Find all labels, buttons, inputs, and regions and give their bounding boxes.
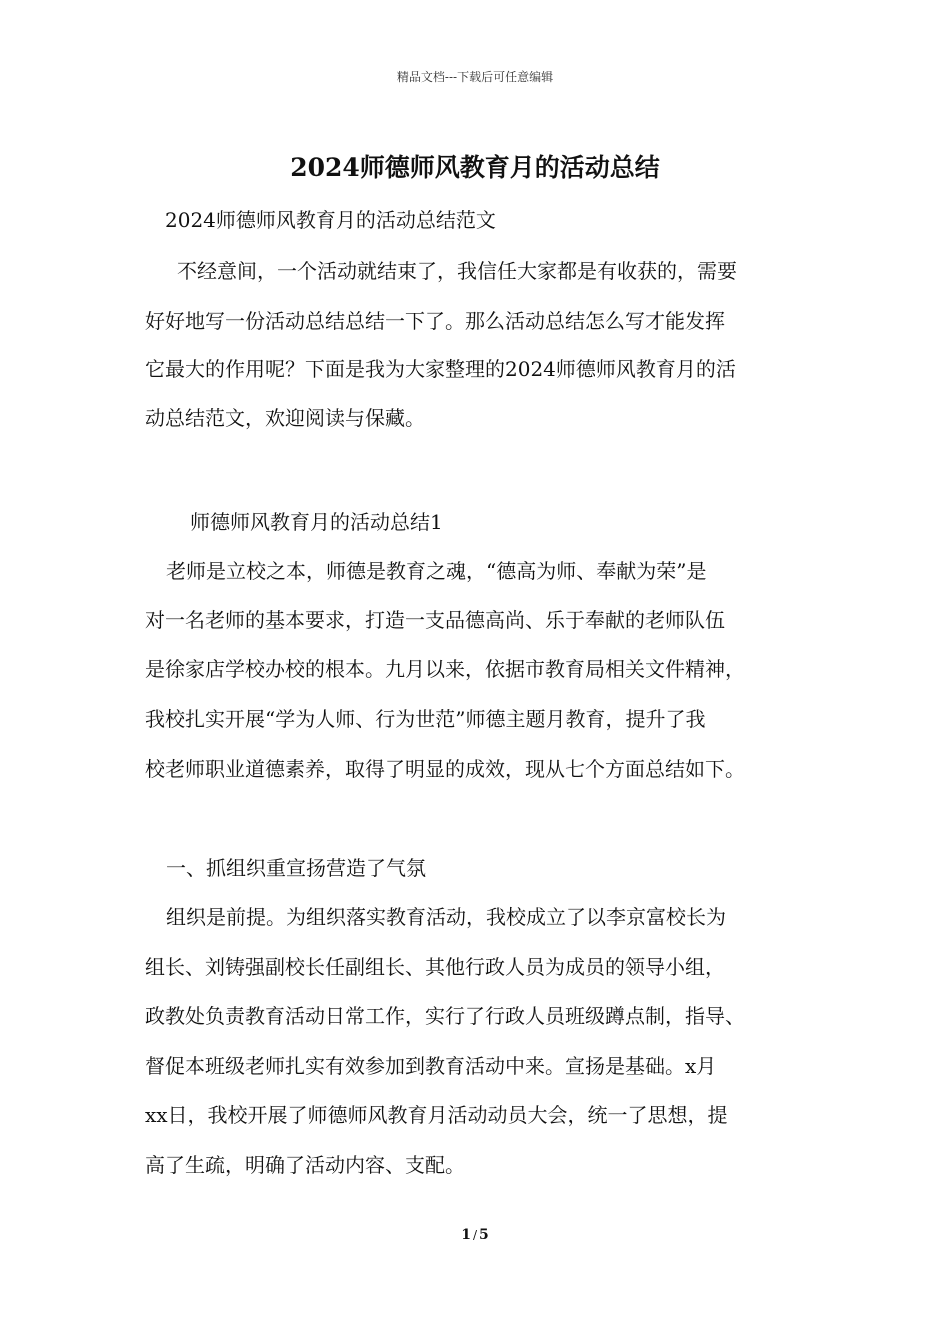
header-note: 精品文档---下载后可任意编辑 xyxy=(396,70,554,84)
body-line: 老师是立校之本，师德是教育之魂，“德高为师、奉献为荣”是 xyxy=(166,559,707,583)
document-title: 2024师德师风教育月的活动总结 xyxy=(290,153,660,182)
body-line: 督促本班级老师扎实有效参加到教育活动中来。宣扬是基础。x月 xyxy=(145,1054,717,1078)
section-heading: 师德师风教育月的活动总结1 xyxy=(190,510,443,534)
body-line: 组织是前提。为组织落实教育活动，我校成立了以李京富校长为 xyxy=(166,905,726,929)
body-line: 是徐家店学校办校的根本。九月以来，依据市教育局相关文件精神， xyxy=(145,657,745,681)
body-line: 不经意间，一个活动就结束了，我信任大家都是有收获的，需要 xyxy=(177,259,737,283)
body-line: 政教处负责教育活动日常工作，实行了行政人员班级蹲点制，指导、 xyxy=(145,1004,745,1028)
body-line: 对一名老师的基本要求，打造一支品德高尚、乐于奉献的老师队伍 xyxy=(145,608,725,632)
subtitle-line: 2024师德师风教育月的活动总结范文 xyxy=(165,208,496,232)
current-page: 1 xyxy=(461,1227,471,1243)
body-line: 它最大的作用呢？下面是我为大家整理的2024师德师风教育月的活 xyxy=(145,357,736,381)
body-line: 我校扎实开展“学为人师、行为世范”师德主题月教育，提升了我 xyxy=(145,707,706,731)
page-separator: / xyxy=(472,1228,478,1242)
section-heading: 一、抓组织重宣扬营造了气氛 xyxy=(166,856,426,880)
body-line: 好好地写一份活动总结总结一下了。那么活动总结怎么写才能发挥 xyxy=(145,309,725,333)
body-line: 高了生疏，明确了活动内容、支配。 xyxy=(145,1153,465,1177)
body-line: xx日，我校开展了师德师风教育月活动动员大会，统一了思想，提 xyxy=(145,1103,728,1127)
page-number xyxy=(0,1227,950,1243)
body-line: 动总结范文，欢迎阅读与保藏。 xyxy=(145,406,425,430)
body-line: 组长、刘铸强副校长任副组长、其他行政人员为成员的领导小组， xyxy=(145,955,725,979)
body-line: 校老师职业道德素养，取得了明显的成效，现从七个方面总结如下。 xyxy=(145,757,745,781)
total-pages: 5 xyxy=(479,1227,489,1243)
